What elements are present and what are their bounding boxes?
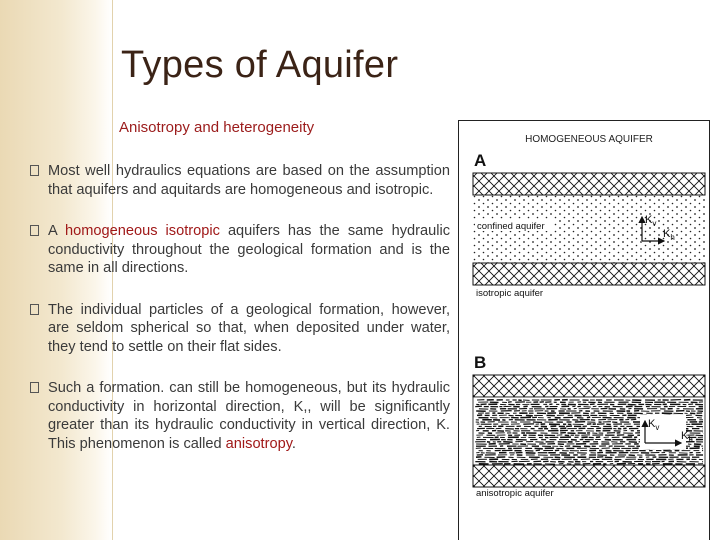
bullet-text: A (48, 223, 65, 239)
bullet-text: Such a formation. can still be homogeneous, but its hydraulic conductivity in horizontal direction, K,, will be significantly greater than its hydraulic conductivity in vertical direction, K. This phenomenon is called (48, 380, 450, 452)
bullet-item (30, 301, 450, 357)
panel-a-top-layer (473, 173, 705, 195)
panel-b-letter: B (474, 353, 487, 372)
panel-b-kv-label: $K_v$ (648, 418, 660, 432)
bullet-marker-icon (30, 382, 39, 393)
bullet-item (30, 222, 450, 278)
panel-a-kh-label: $K_h$ (663, 228, 675, 242)
bullet-item (30, 162, 450, 199)
highlighted-term: anisotropy (225, 435, 292, 452)
slide-subtitle: Anisotropy and heterogeneity (119, 119, 315, 136)
panel-a-layer-label: confined aquifer (477, 221, 545, 232)
bullet-marker-icon (30, 225, 39, 236)
panel-b-kh-label: $K_h$ (681, 430, 693, 444)
panel-a-letter: A (474, 151, 487, 170)
figure-heading: HOMOGENEOUS AQUIFER (525, 134, 653, 145)
bullet-text: aquifers has the same hydraulic conductivity throughout the geological formation and is the same in all directions. (48, 223, 450, 276)
bullet-text: Most well hydraulics equations are based on the assumption that aquifers and aquitards are homogeneous and isotropic. (48, 163, 450, 198)
bullet-list (30, 162, 450, 476)
highlighted-term: homogeneous isotropic (64, 223, 220, 239)
bullet-text: . (291, 435, 296, 452)
panel-a-kv-label: $K_v$ (645, 214, 657, 228)
panel-b-top-layer (473, 375, 705, 397)
panel-a-bottom-layer (473, 263, 705, 285)
panel-a-type-label: isotropic aquifer (476, 288, 544, 299)
aquifer-figure (458, 120, 710, 540)
bullet-item (30, 379, 450, 453)
slide-title: Types of Aquifer (121, 44, 399, 86)
bullet-marker-icon (30, 165, 39, 176)
bullet-text: The individual particles of a geological formation, however, are seldom spherical so that, when deposited under water, they tend to settle on their flat sides. (48, 301, 450, 355)
panel-b-type-label: anisotropic aquifer (476, 488, 554, 499)
bullet-marker-icon (30, 304, 39, 315)
panel-b-bottom-layer (473, 465, 705, 487)
aquifer-diagram (459, 121, 710, 540)
